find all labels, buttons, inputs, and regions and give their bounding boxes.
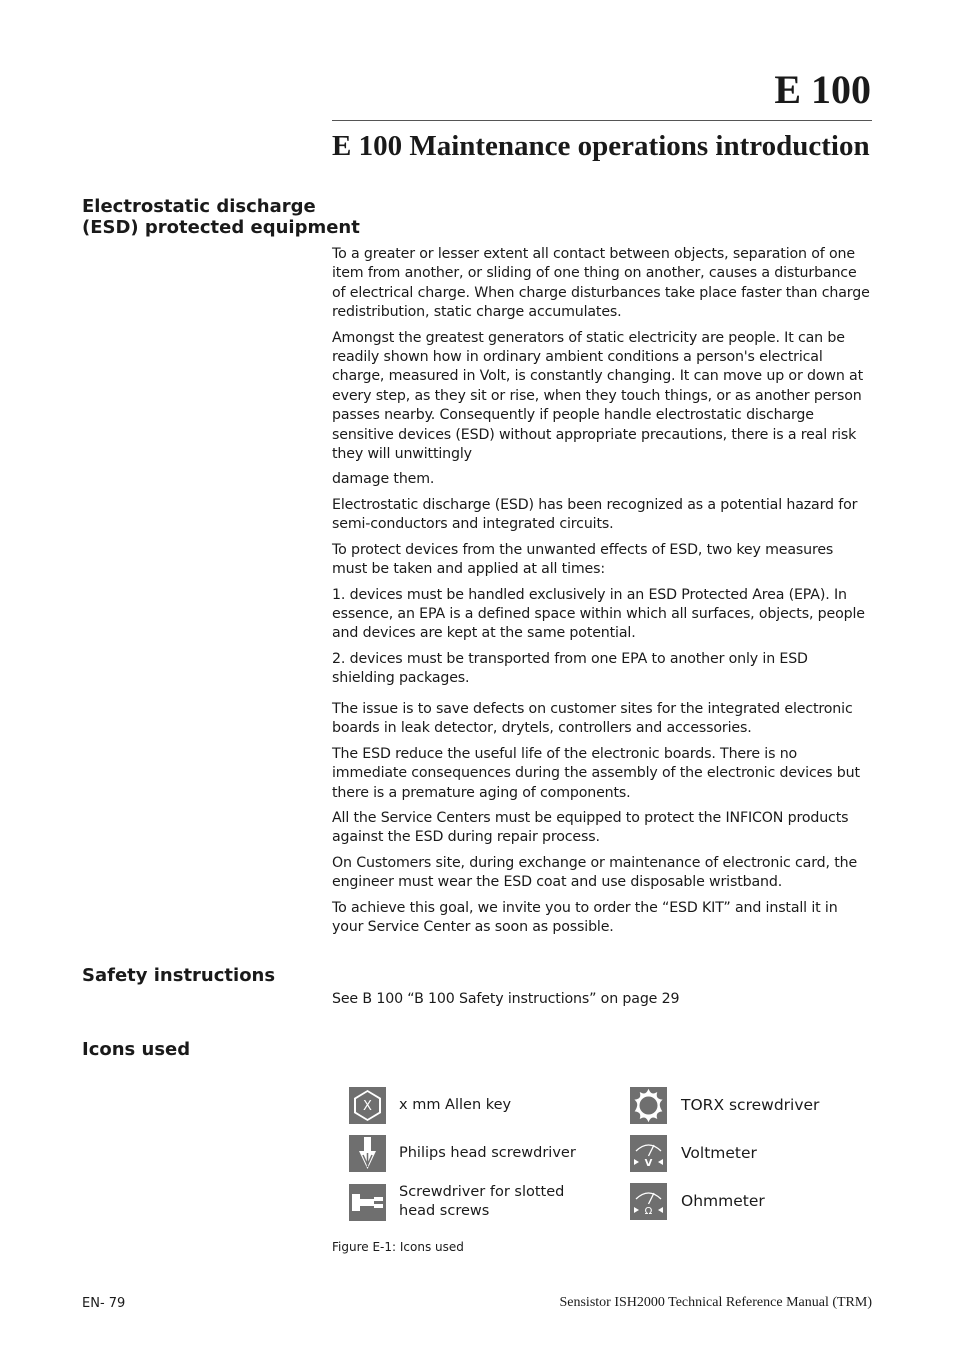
esd-body [332,245,872,695]
icon-item-allen-key [349,1087,511,1124]
icons-grid [349,1085,874,1235]
safety-text [332,990,872,1015]
icon-item-voltmeter [630,1135,757,1172]
icons-heading: Icons used [82,1039,191,1060]
ohmmeter-icon [630,1183,667,1220]
esd-paragraph: To a greater or lesser extent all contact between objects, separation of one item from another, or sliding of one thing on another, causes a disturbance of electrical charge. When charge disturbances take place faster than charge redistribution, static charge accumulates. [332,246,870,321]
esd-paragraph: Electrostatic discharge (ESD) has been recognized as a potential hazard for semi-conductors and integrated circuits. [332,496,858,533]
esd-heading [82,196,360,238]
icon-label: TORX screwdriver [681,1096,820,1114]
esd-paragraph: The issue is to save defects on customer sites for the integrated electronic boards in leak detector, drytels, controllers and accessories. [332,701,853,737]
esd-heading-line2: (ESD) protected equipment [82,217,360,238]
figure-caption: Figure E-1: Icons used [332,1240,464,1254]
slotted-screwdriver-icon [349,1184,386,1221]
esd-paragraph: On Customers site, during exchange or maintenance of electronic card, the engineer must wear the ESD coat and use disposable wristband. [332,854,858,891]
esd-paragraph: 2. devices must be transported from one EPA to another only in ESD shielding packages. [332,650,808,687]
icon-label: Screwdriver for slotted head screws [399,1184,565,1219]
esd-paragraph: All the Service Centers must be equipped to protect the INFICON products against the ESD during repair process. [332,810,849,846]
voltmeter-icon [630,1135,667,1172]
esd-paragraph: Amongst the greatest generators of static electricity are people. It can be readily shown how in ordinary ambient conditions a person's electrical charge, measured in Volt, is constantly changing. It can move up or down at every step, as they sit or rise, when they touch things, or as another person passes nearby. Consequently if people handle electrostatic discharge sensitive devices (ESD) without appropriate precautions, there is a real risk they will unwittingly [332,329,863,463]
icon-label: Ohmmeter [681,1192,765,1210]
esd-paragraph: The ESD reduce the useful life of the electronic boards. There is no immediate consequences during the assembly of the electronic devices but there is a premature aging of components. [332,745,860,801]
icon-label: Philips head screwdriver [399,1145,576,1161]
chapter-label: E 100 [774,67,871,112]
esd-paragraph: To achieve this goal, we invite you to order the “ESD KIT” and install it in your Service Center as soon as possible. [332,899,838,936]
icon-label: x mm Allen key [399,1097,512,1113]
header-rule [332,120,872,121]
esd-heading-line1: Electrostatic discharge [82,196,316,217]
voltmeter-glyph: V [644,1158,653,1169]
page-title: E 100 Maintenance operations introduction [332,130,870,162]
icon-item-philips [349,1135,576,1172]
safety-reference: See B 100 “B 100 Safety instructions” on page 29 [332,991,680,1007]
ohmmeter-glyph: Ω [644,1206,653,1217]
icon-item-torx [630,1087,819,1124]
icon-item-ohmmeter [630,1183,765,1220]
esd-paragraph: 1. devices must be handled exclusively in an ESD Protected Area (EPA). In essence, an EPA is a defined space within which all surfaces, objects, people and devices are kept at the same potential. [332,586,865,642]
manual-title: Sensistor ISH2000 Technical Reference Manual (TRM) [559,1295,872,1310]
icon-item-slotted [349,1183,569,1221]
esd-body-continued [332,700,872,943]
esd-paragraph: damage them. [332,471,435,488]
torx-screwdriver-icon [630,1087,667,1124]
allen-key-glyph: X [363,1099,372,1114]
icon-label: Voltmeter [681,1144,757,1162]
esd-paragraph: To protect devices from the unwanted effects of ESD, two key measures must be taken and applied at all times: [332,541,834,578]
philips-screwdriver-icon [349,1135,386,1172]
allen-key-icon [349,1087,386,1124]
safety-heading: Safety instructions [82,965,276,986]
page-number: EN- 79 [82,1296,126,1311]
